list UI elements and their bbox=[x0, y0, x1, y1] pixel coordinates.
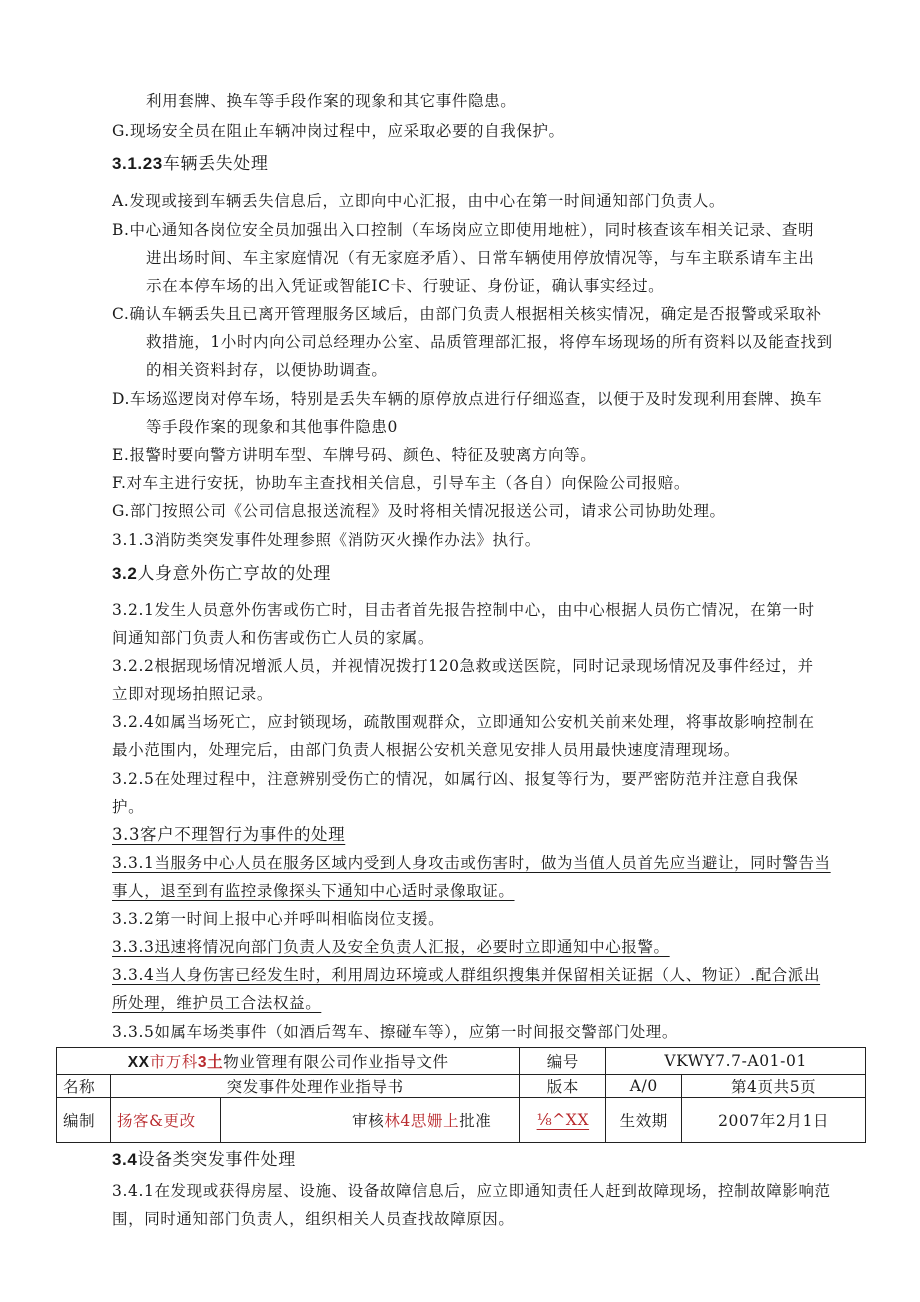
effective-label: 生效期 bbox=[606, 1098, 682, 1143]
text-line: 3.1.3消防类突发事件处理参照《消防灭火操作办法》执行。 bbox=[112, 531, 541, 549]
effective-value: 2007年2月1日 bbox=[682, 1098, 866, 1143]
review-approve-cell bbox=[220, 1098, 520, 1143]
text-line: C.确认车辆丢失且已离开管理服务区域后，由部门负责人根据相关核实情况，确定是否报警或采取补 bbox=[112, 305, 822, 323]
version-value: A/0 bbox=[606, 1075, 682, 1098]
text-line: 3.3.1当服务中心人员在服务区域内受到人身攻击或伤害时，做为当值人员首先应当避让，同时警告当 bbox=[112, 854, 831, 872]
author-value: 扬客&更改 bbox=[110, 1098, 220, 1143]
text-line: 的相关资料封存，以便协助调查。 bbox=[146, 361, 388, 379]
document-header-table bbox=[56, 1047, 866, 1143]
author-label: 编制 bbox=[57, 1098, 111, 1143]
text-line: 3.4.1在发现或获得房屋、设施、设备故障信息后，应立即通知责任人赶到故障现场，控制故障影响范 bbox=[112, 1182, 831, 1200]
text-line: 进出场时间、车主家庭情况（有无家庭矛盾）、日常车辆使用停放情况等，与车主联系请车主出 bbox=[146, 249, 815, 267]
company-title: XX市万科3土物业管理有限公司作业指导文件 bbox=[57, 1048, 520, 1075]
text-line: D.车场巡逻岗对停车场，特别是丢失车辆的原停放点进行仔细巡查，以便于及时发现利用套牌、换车 bbox=[112, 390, 823, 408]
text-line: E.报警时要向警方讲明车型、车牌号码、颜色、特征及驶离方向等。 bbox=[112, 446, 597, 464]
text-line: 救措施，1小时内向公司总经理办公室、品质管理部汇报，将停车场现场的所有资料以及能查找到 bbox=[146, 333, 833, 351]
text-line: 围，同时通知部门负责人，组织相关人员查找故障原因。 bbox=[112, 1210, 515, 1228]
code-value: VKWY7.7-A01-01 bbox=[606, 1048, 866, 1075]
text-line: 所处理，维护员工合法权益。 bbox=[112, 994, 322, 1012]
text-line: 护。 bbox=[112, 798, 145, 816]
code-label: 编号 bbox=[520, 1048, 606, 1075]
approve-value: ⅛^XX bbox=[520, 1098, 606, 1143]
name-value: 突发事件处理作业指导书 bbox=[110, 1075, 519, 1098]
page-value: 第4页共5页 bbox=[682, 1075, 866, 1098]
version-label: 版本 bbox=[520, 1075, 606, 1098]
section-heading-3-3: 3.3客户不理智行为事件的处理 bbox=[112, 825, 346, 844]
text-line: 间通知部门负责人和伤害或伤亡人员的家属。 bbox=[112, 629, 435, 647]
review-label: 审核 bbox=[352, 1112, 385, 1130]
text-line: F.对车主进行安抚，协助车主查找相关信息，引导车主（各自）向保险公司报赔。 bbox=[112, 474, 690, 492]
name-label: 名称 bbox=[57, 1075, 111, 1098]
approve-label: 批准 bbox=[459, 1112, 492, 1130]
text-line: 3.2.1发生人员意外伤害或伤亡时，目击者首先报告控制中心，由中心根据人员伤亡情况，在第一时 bbox=[112, 601, 815, 619]
text-line: A.发现或接到车辆丢失信息后，立即向中心汇报，由中心在第一时间通知部门负责人。 bbox=[112, 192, 726, 210]
text-line: 3.3.4当人身伤害已经发生时，利用周边环境或人群组织搜集并保留相关证据（人、物证）.配合派出 bbox=[112, 966, 821, 984]
text-line: 3.2.5在处理过程中，注意辨别受伤亡的情况，如属行凶、报复等行为，要严密防范并注意自我保 bbox=[112, 770, 799, 788]
section-heading-3-4: 3.4设备类突发事件处理 bbox=[112, 1150, 296, 1170]
text-line: 3.3.3迅速将情况向部门负责人及安全负责人汇报，必要时立即通知中心报警。 bbox=[112, 938, 670, 956]
text-line: G.现场安全员在阻止车辆冲岗过程中，应采取必要的自我保护。 bbox=[112, 122, 565, 140]
text-line: 事人，退至到有监控录像探头下通知中心适时录像取证。 bbox=[112, 882, 515, 900]
text-line: 3.2.4如属当场死亡，应封锁现场，疏散围观群众，立即通知公安机关前来处理，将事故影响控制在 bbox=[112, 713, 815, 731]
text-line: 示在本停车场的出入凭证或智能IC卡、行驶证、身份证，确认事实经过。 bbox=[146, 277, 665, 295]
text-line: 立即对现场拍照记录。 bbox=[112, 685, 274, 703]
text-line: 等手段作案的现象和其他事件隐患0 bbox=[146, 418, 398, 436]
text-line: B.中心通知各岗位安全员加强出入口控制（车场岗应立即使用地桩），同时核查该车相关记录、查明 bbox=[112, 221, 815, 239]
section-heading-3-1-23: 3.1.23车辆丢失处理 bbox=[112, 154, 269, 174]
text-line: G.部门按照公司《公司信息报送流程》及时将相关情况报送公司，请求公司协助处理。 bbox=[112, 502, 726, 520]
section-heading-3-2: 3.2人身意外伤亡亨故的处理 bbox=[112, 564, 332, 584]
text-line: 3.3.5如属车场类事件（如酒后驾车、擦碰车等），应第一时间报交警部门处理。 bbox=[112, 1023, 678, 1041]
review-value: 林4思姗上 bbox=[384, 1112, 460, 1130]
text-line: 最小范围内，处理完后，由部门负责人根据公安机关意见安排人员用最快速度清理现场。 bbox=[112, 741, 740, 759]
text-line: 3.2.2根据现场情况增派人员，并视情况拨打120急救或送医院，同时记录现场情况及事件经过，并 bbox=[112, 657, 814, 675]
text-line: 利用套牌、换车等手段作案的现象和其它事件隐患。 bbox=[146, 92, 517, 110]
text-line: 3.3.2第一时间上报中心并呼叫相临岗位支援。 bbox=[112, 910, 445, 928]
